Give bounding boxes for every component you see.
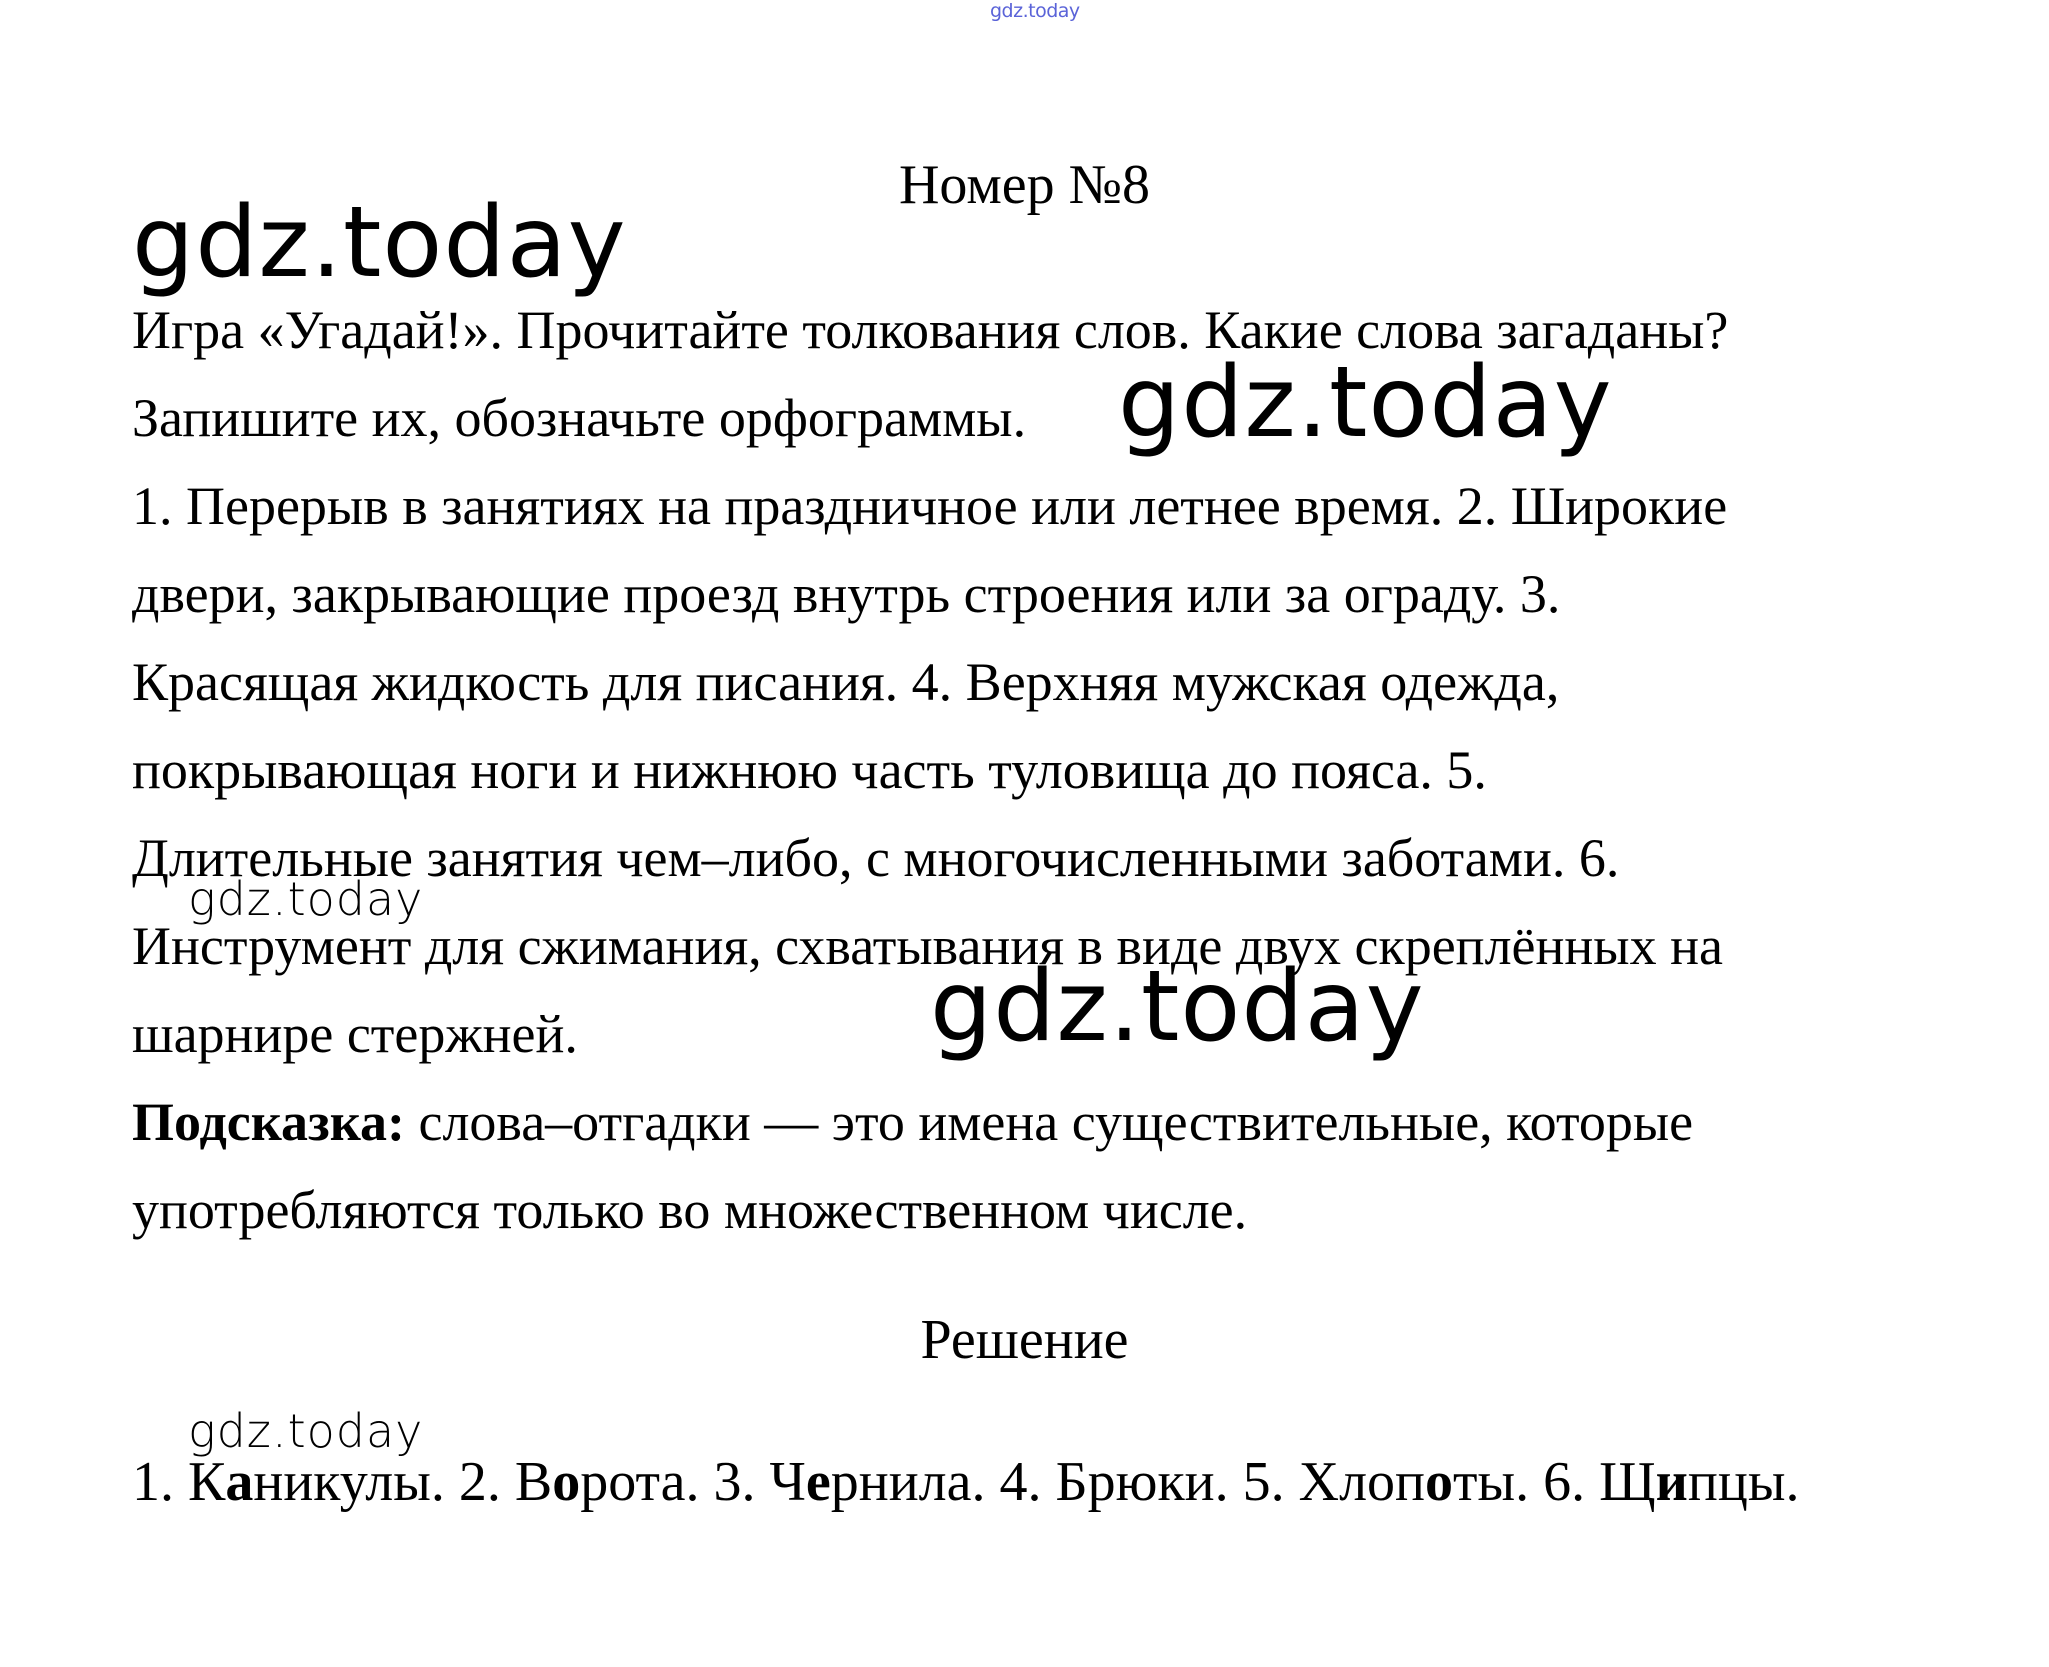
answer-number: 1. [132, 1451, 188, 1513]
task-line: Длительные занятия чем–либо, с многочисленными заботами. 6. [132, 828, 1620, 888]
task-line: Красящая жидкость для писания. 4. Верхняя мужская одежда, [132, 652, 1560, 712]
task-line: Инструмент для сжимания, схватывания в виде двух скреплённых на [132, 916, 1723, 976]
watermark: gdz.today [1118, 346, 1613, 460]
answer-text: пцы. [1687, 1451, 1800, 1513]
answer-text: Брюки. [1055, 1451, 1243, 1513]
task-line: Запишите их, обозначьте орфограммы. [132, 388, 1027, 448]
answer-text: никулы. [253, 1451, 459, 1513]
answer-number: 6. [1543, 1451, 1600, 1513]
task-line: шарнире стержней. [132, 1004, 578, 1064]
watermark: gdz.today [188, 1404, 424, 1458]
answer-text: В [514, 1451, 553, 1513]
answer-item [1243, 1451, 1543, 1513]
solution-title: Решение [920, 1309, 1129, 1371]
answer-item [1543, 1451, 1799, 1513]
orthogram-letter: о [1425, 1451, 1454, 1513]
orthogram-letter: е [805, 1451, 831, 1513]
answer-text: Ч [769, 1451, 806, 1513]
watermark: gdz.today [132, 186, 627, 300]
answer-text: Щ [1599, 1451, 1656, 1513]
answer-text: Хлоп [1298, 1451, 1426, 1513]
hint-line [132, 1078, 2032, 1166]
answer-item [459, 1451, 714, 1513]
answer-text: рнила. [830, 1451, 1000, 1513]
answer-item [713, 1451, 999, 1513]
task-line: покрывающая ноги и нижнюю часть туловища до пояса. 5. [132, 740, 1487, 800]
answer-text: ты. [1453, 1451, 1544, 1513]
page-title: Номер №8 [898, 154, 1151, 216]
task-line: 1. Перерыв в занятиях на праздничное или летнее время. 2. Широкие [132, 476, 1728, 536]
site-mark: gdz.today [990, 0, 1080, 22]
answer-item [999, 1451, 1242, 1513]
answer-number: 3. [713, 1451, 770, 1513]
task-line: Игра «Угадай!». Прочитайте толкования слов. Какие слова загаданы? [132, 300, 1729, 360]
task-line: двери, закрывающие проезд внутрь строения или за ограду. 3. [132, 564, 1561, 624]
orthogram-letter: а [225, 1451, 254, 1513]
orthogram-letter: и [1655, 1451, 1688, 1513]
task-text [132, 286, 2032, 1254]
answer-number: 4. [999, 1451, 1056, 1513]
answer-number: 5. [1242, 1451, 1299, 1513]
hint-line: употребляются только во множественном числе. [132, 1180, 1248, 1240]
answer-text: рота. [580, 1451, 714, 1513]
watermark: gdz.today [188, 872, 424, 926]
answer-number: 2. [458, 1451, 515, 1513]
answer-item [132, 1451, 459, 1513]
answer-text: К [188, 1451, 226, 1513]
hint-text: слова–отгадки — это имена существительные, которые [405, 1092, 1694, 1152]
watermark: gdz.today [930, 950, 1425, 1064]
hint-label: Подсказка: [132, 1092, 406, 1152]
orthogram-letter: о [552, 1451, 581, 1513]
